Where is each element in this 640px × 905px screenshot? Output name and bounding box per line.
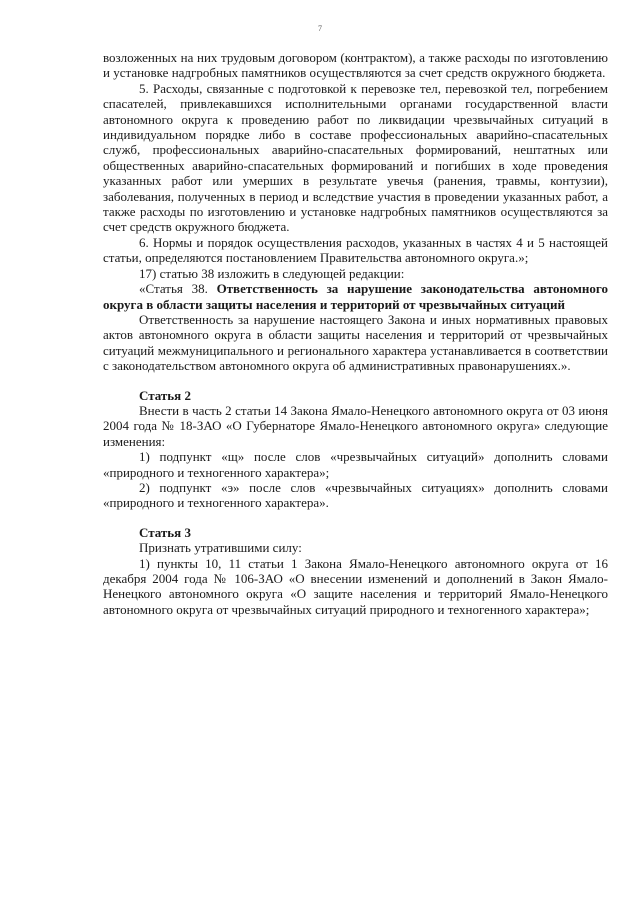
article-2-item-1: 1) подпункт «щ» после слов «чрезвычайных ситуаций» дополнить словами «природного и техногенного характера»; [103,449,608,480]
article-2-title: Статья 2 [139,387,191,403]
article-2-intro: Внести в часть 2 статьи 14 Закона Ямало-Ненецкого автономного округа от 03 июня 2004 года № 18-ЗАО «О Губернаторе Ямало-Ненецкого автономного округа» следующие изменения: [103,402,608,449]
paragraph-part-6: 6. Нормы и порядок осуществления расходов, указанных в частях 4 и 5 настоящей статьи, определяются постановлением Правительства автономного округа.»; [103,234,608,266]
paragraph-continuation: возложенных на них трудовым договором (контрактом), а также расходы по изготовлению и установке надгробных памятников осуществляются за счет средств окружного бюджета. [103,50,608,81]
article-3-title: Статья 3 [139,524,191,540]
article-38-title: Ответственность за нарушение законодательства автономного округа в области защиты населения и территорий от чрезвычайных ситуаций [103,281,608,312]
article-3-item-1: 1) пункты 10, 11 статьи 1 Закона Ямало-Ненецкого автономного округа от 16 декабря 2004 года № 106-ЗАО «О внесении изменений и дополнений в Закон Ямало-Ненецкого автономного округа «О защите населения и территорий Ямало-Ненецкого автономного округа от чрезвычайных ситуаций природного и техногенного характера»; [103,555,608,617]
page-number: 7 [318,24,322,33]
article-38-heading [103,281,608,312]
article-3-intro: Признать утратившими силу: [139,540,302,556]
article-2-item-2: 2) подпункт «э» после слов «чрезвычайных ситуациях» дополнить словами «природного и техногенного характера». [103,479,608,511]
article-38-prefix: «Статья 38. [139,281,217,297]
paragraph-item-17: 17) статью 38 изложить в следующей редакции: [139,265,405,281]
article-38-text: Ответственность за нарушение настоящего Закона и иных нормативных правовых актов автономного округа в области защиты населения и территорий от чрезвычайных ситуаций межмуниципального и регионального характера устанавливается в соответствии с законодательством автономного округа об административных правонарушениях.». [103,311,608,374]
document-body [103,50,608,617]
paragraph-part-5: 5. Расходы, связанные с подготовкой к перевозке тел, перевозкой тел, погребением спасателей, привлекавшихся исполнительными органами государственной власти автономного округа к проведению работ по ликвидации чрезвычайных ситуаций в индивидуальном порядке либо в составе профессиональных аварийно-спасательных служб, профессиональных аварийно-спасательных формирований, нештатных или общественных аварийно-спасательных формирований и погибших в ходе проведения указанных работ или умерших в результате увечья (ранения, травмы, контузии), заболевания, полученных в период и вследствие участия в проведении указанных работ, а также расходы по изготовлению и установке надгробных памятников осуществляются за счет средств окружного бюджета. [103,80,608,235]
